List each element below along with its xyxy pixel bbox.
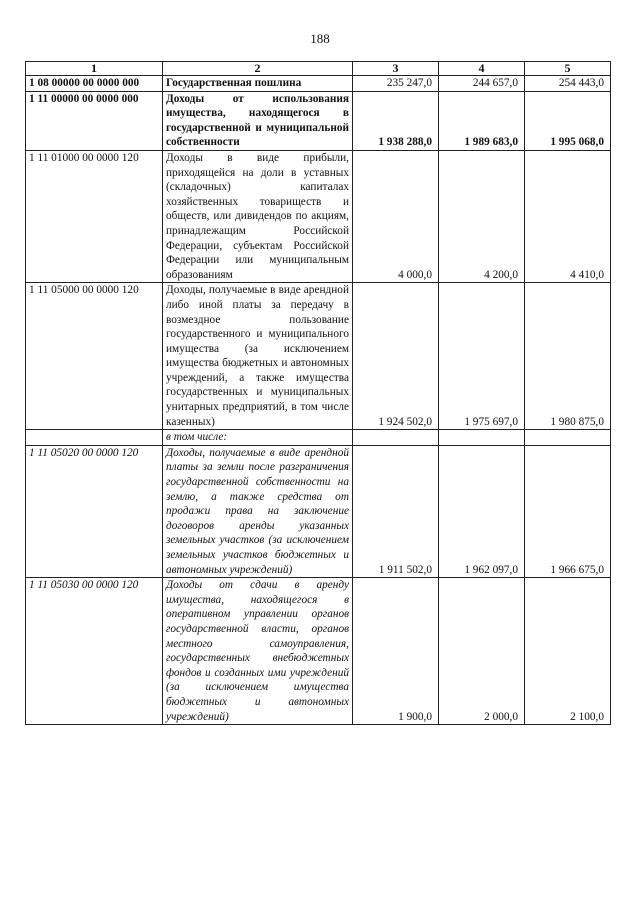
header-col-1: 1 [26,62,163,76]
row-name: Доходы от сдачи в аренду имущества, находящегося в оперативном управлении органов государственной власти, органов местного самоуправления, государственных внебюджетных фондов и созданных ими учреждений (за исключением имущества бюджетных и автономных учреждений) [163,578,353,725]
row-value-col4: 1 975 697,0 [439,283,525,430]
row-code: 1 08 00000 00 0000 000 [26,76,163,92]
row-name: Доходы, получаемые в виде арендной либо иной платы за передачу в возмездное пользование государственного и муниципального имущества (за исключением имущества бюджетных и автономных учреждений, а также имущества государственных и муниципальных унитарных предприятий, в том числе казенных) [163,283,353,430]
row-value-col3: 4 000,0 [353,150,439,282]
row-value-col3 [353,430,439,446]
row-code: 1 11 05000 00 0000 120 [26,283,163,430]
row-value-col4: 4 200,0 [439,150,525,282]
row-value-col3: 1 924 502,0 [353,283,439,430]
row-value-col5: 1 980 875,0 [525,283,611,430]
row-name: Доходы от использования имущества, находящегося в государственной и муниципальной собственности [163,91,353,150]
header-row [26,62,611,76]
table-row [26,76,611,92]
header-col-3: 3 [353,62,439,76]
row-value-col3: 235 247,0 [353,76,439,92]
row-value-col4: 1 989 683,0 [439,91,525,150]
row-name: Доходы в виде прибыли, приходящейся на доли в уставных (складочных) капиталах хозяйственных товариществ и обществ, или дивидендов по акциям, принадлежащим Российской Федерации, субъектам Российской Федерации или муниципальным образованиям [163,150,353,282]
page-number: 188 [310,31,330,46]
row-value-col5: 254 443,0 [525,76,611,92]
table-row [26,283,611,430]
table-row [26,91,611,150]
row-value-col4 [439,430,525,446]
row-value-col4: 244 657,0 [439,76,525,92]
revenue-table [25,61,611,725]
row-value-col3: 1 938 288,0 [353,91,439,150]
row-code: 1 11 05020 00 0000 120 [26,445,163,577]
row-value-col3: 1 911 502,0 [353,445,439,577]
row-name: в том числе: [163,430,353,446]
row-value-col5: 1 966 675,0 [525,445,611,577]
table-row [26,445,611,577]
row-value-col4: 2 000,0 [439,578,525,725]
header-col-4: 4 [439,62,525,76]
row-value-col5: 1 995 068,0 [525,91,611,150]
row-value-col5 [525,430,611,446]
row-value-col5: 2 100,0 [525,578,611,725]
row-value-col4: 1 962 097,0 [439,445,525,577]
row-code [26,430,163,446]
row-code: 1 11 05030 00 0000 120 [26,578,163,725]
row-value-col5: 4 410,0 [525,150,611,282]
row-code: 1 11 01000 00 0000 120 [26,150,163,282]
row-code: 1 11 00000 00 0000 000 [26,91,163,150]
row-value-col3: 1 900,0 [353,578,439,725]
row-name: Доходы, получаемые в виде арендной платы за земли после разграничения государственной собственности на землю, а также средства от продажи права на заключение договоров аренды указанных земельных участков (за исключением земельных участков бюджетных и автономных учреждений) [163,445,353,577]
table-row [26,430,611,446]
header-col-2: 2 [163,62,353,76]
row-name: Государственная пошлина [163,76,353,92]
header-col-5: 5 [525,62,611,76]
table-row [26,578,611,725]
table-row [26,150,611,282]
